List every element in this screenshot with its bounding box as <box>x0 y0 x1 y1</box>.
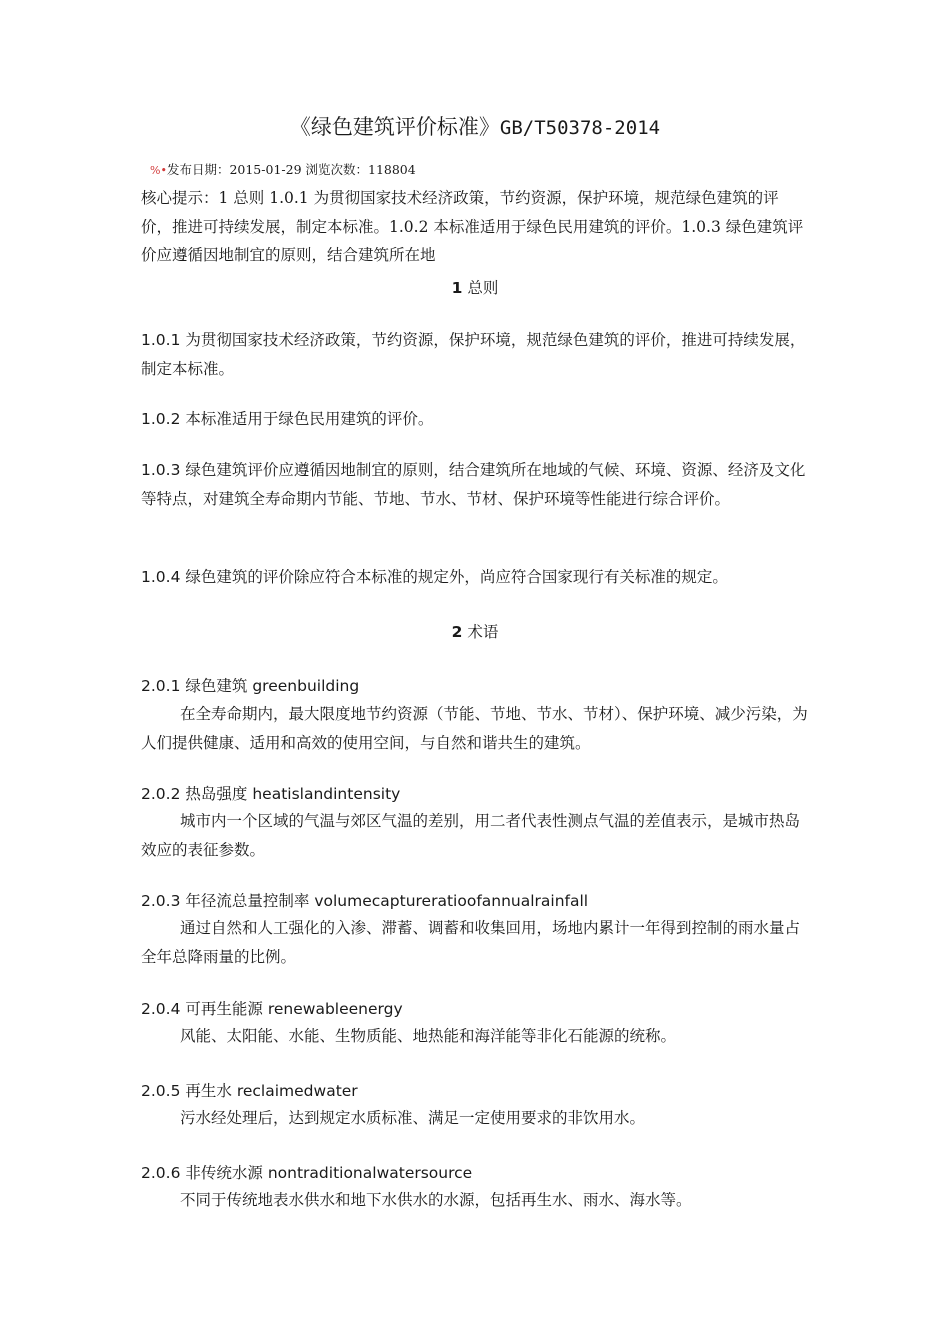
chapter-1-heading <box>0 274 950 302</box>
term-cn: 再生水 <box>185 1082 232 1100</box>
clause-1-0-1 <box>141 326 809 383</box>
title-code: GB/T50378-2014 <box>499 117 661 139</box>
term-2-0-2-heading <box>141 780 809 808</box>
term-2-0-3-definition: 通过自然和人工强化的入渗、滞蓄、调蓄和收集回用，场地内累计一年得到控制的雨水量占全年总降雨量的比例。 <box>141 919 801 966</box>
term-2-0-2-definition: 城市内一个区域的气温与郊区气温的差别，用二者代表性测点气温的差值表示，是城市热岛效应的表征参数。 <box>141 812 801 859</box>
term-cn: 非传统水源 <box>185 1164 263 1182</box>
term-cn: 年径流总量控制率 <box>185 892 310 910</box>
term-cn: 热岛强度 <box>185 785 248 803</box>
term-2-0-6-heading <box>141 1159 809 1187</box>
term-2-0-1-definition: 在全寿命期内，最大限度地节约资源（节能、节地、节水、节材）、保护环境、减少污染，为人们提供健康、适用和高效的使用空间，与自然和谐共生的建筑。 <box>141 705 808 752</box>
term-cn: 可再生能源 <box>185 1000 263 1018</box>
term-2-0-4-definition: 风能、太阳能、水能、生物质能、地热能和海洋能等非化石能源的统称。 <box>180 1027 677 1045</box>
clause-number: 1.0.3 <box>141 461 181 479</box>
publish-meta <box>150 161 416 180</box>
page-title <box>0 112 950 143</box>
clause-1-0-3 <box>141 456 809 513</box>
clause-text: 绿色建筑评价应遵循因地制宜的原则，结合建筑所在地域的气候、环境、资源、经济及文化等特点，对建筑全寿命期内节能、节地、节水、节材、保护环境等性能进行综合评价。 <box>141 461 806 508</box>
clause-text: 为贯彻国家技术经济政策，节约资源，保护环境，规范绿色建筑的评价，推进可持续发展，制定本标准。 <box>141 331 806 378</box>
term-number: 2.0.2 <box>141 785 181 803</box>
chapter-2-heading <box>0 618 950 646</box>
term-en: heatislandintensity <box>252 785 401 803</box>
meta-mark: %• <box>150 164 167 177</box>
term-2-0-5-definition: 污水经处理后，达到规定水质标准、满足一定使用要求的非饮用水。 <box>180 1109 646 1127</box>
term-cn: 绿色建筑 <box>185 677 248 695</box>
term-number: 2.0.1 <box>141 677 181 695</box>
term-number: 2.0.5 <box>141 1082 181 1100</box>
term-en: greenbuilding <box>252 677 360 695</box>
chapter-number: 2 <box>451 623 463 641</box>
chapter-title: 总则 <box>467 279 499 297</box>
clause-text: 本标准适用于绿色民用建筑的评价。 <box>185 410 434 428</box>
summary-paragraph <box>141 184 809 270</box>
term-2-0-3-heading <box>141 887 809 915</box>
term-en: reclaimedwater <box>236 1082 358 1100</box>
meta-text: 发布日期：2015-01-29 浏览次数：118804 <box>166 162 416 177</box>
chapter-title: 术语 <box>467 623 499 641</box>
clause-number: 1.0.1 <box>141 331 181 349</box>
term-en: renewableenergy <box>267 1000 403 1018</box>
term-number: 2.0.3 <box>141 892 181 910</box>
term-en: nontraditionalwatersource <box>267 1164 473 1182</box>
term-2-0-4-heading <box>141 995 809 1023</box>
term-2-0-5-heading <box>141 1077 809 1105</box>
clause-text: 绿色建筑的评价除应符合本标准的规定外，尚应符合国家现行有关标准的规定。 <box>185 568 728 586</box>
clause-1-0-4 <box>141 563 809 592</box>
term-2-0-1-heading <box>141 672 809 700</box>
clause-number: 1.0.4 <box>141 568 181 586</box>
title-cn: 《绿色建筑评价标准》 <box>289 115 500 139</box>
clause-number: 1.0.2 <box>141 410 181 428</box>
chapter-number: 1 <box>451 279 463 297</box>
term-2-0-6-definition: 不同于传统地表水供水和地下水供水的水源，包括再生水、雨水、海水等。 <box>180 1191 692 1209</box>
term-en: volumecaptureratioofannualrainfall <box>314 892 589 910</box>
summary-label: 核心提示： <box>141 189 219 207</box>
summary-text: 1 总则 1.0.1 为贯彻国家技术经济政策，节约资源，保护环境，规范绿色建筑的评价，推进可持续发展，制定本标准。1.0.2 本标准适用于绿色民用建筑的评价。1.0.3 绿色建筑评价应遵循因地制宜的原则，结合建筑所在地 <box>141 189 804 264</box>
term-number: 2.0.6 <box>141 1164 181 1182</box>
clause-1-0-2 <box>141 405 809 434</box>
term-number: 2.0.4 <box>141 1000 181 1018</box>
